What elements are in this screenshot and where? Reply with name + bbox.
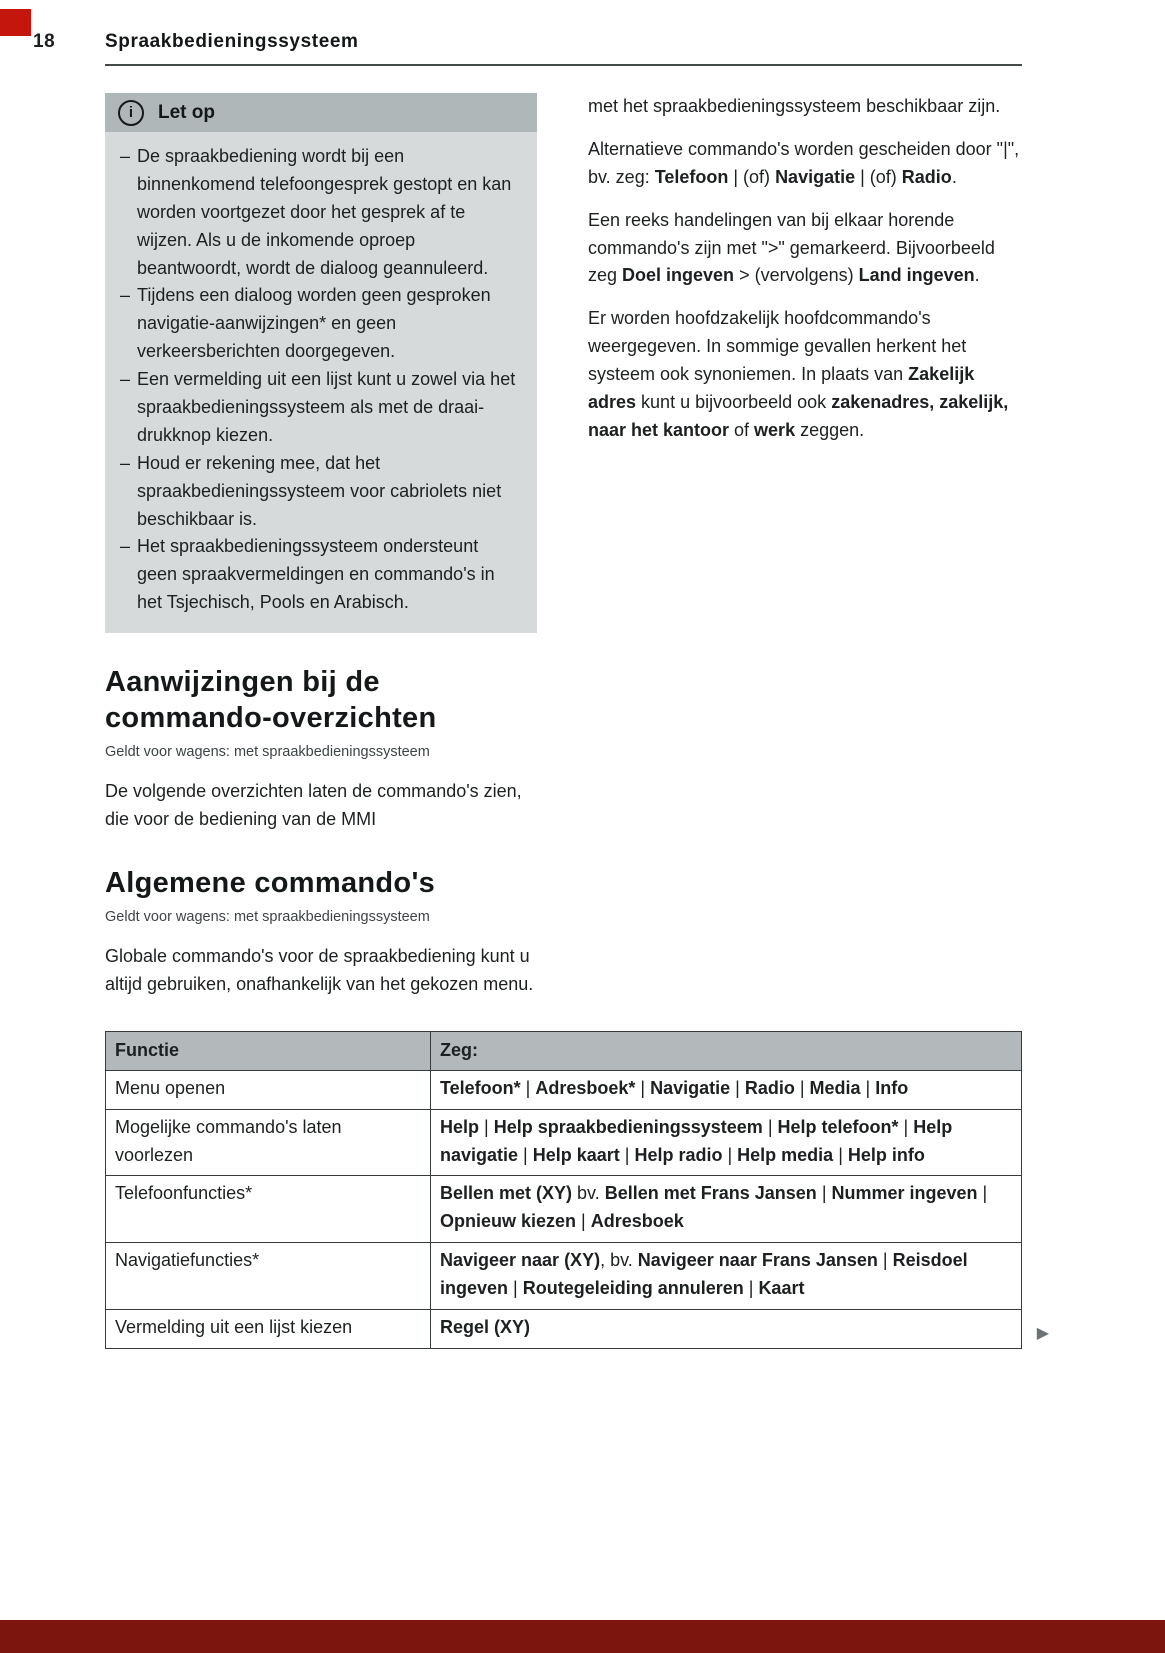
table-header-zeg: Zeg:: [431, 1031, 1022, 1070]
note-box-title: Let op: [158, 101, 215, 123]
page-number: 18: [33, 31, 56, 52]
table-row: [106, 1176, 1022, 1243]
table-header-functie: Functie: [106, 1031, 431, 1070]
functie-cell: Navigatiefuncties*: [106, 1243, 431, 1310]
note-item: – Het spraakbedieningssysteem ondersteunt geen spraakvermeldingen en commando's in het Tsjechisch, Pools en Arabisch.: [120, 533, 523, 617]
paragraph: Alternatieve commando's worden gescheiden door "|", bv. zeg: Telefoon | (of) Navigatie | (of) Radio.: [588, 138, 1020, 187]
left-column: [105, 93, 537, 1013]
functie-cell: Mogelijke commando's laten voorlezen: [106, 1109, 431, 1176]
note-box-header: [105, 93, 537, 132]
right-column: [588, 93, 1022, 460]
table-row: [106, 1243, 1022, 1310]
note-item: – Houd er rekening mee, dat het spraakbedieningssysteem voor cabriolets niet beschikbaar is.: [120, 450, 523, 534]
zeg-cell: Telefoon* | Adresboek* | Navigatie | Radio | Media | Info: [431, 1070, 1022, 1109]
chapter-title: Spraakbedieningssysteem: [105, 31, 359, 52]
corner-accent: [0, 9, 31, 36]
section-paragraph: De volgende overzichten laten de commando's zien, die voor de bediening van de MMI: [105, 780, 522, 829]
zeg-cell: Regel (XY): [431, 1309, 1022, 1348]
commands-table: [105, 1031, 1022, 1349]
table-header-row: [106, 1031, 1022, 1070]
footer-bar: [0, 1620, 1165, 1653]
note-box: [105, 93, 537, 633]
applies-note: Geldt voor wagens: met spraakbedieningssysteem: [105, 909, 430, 926]
zeg-cell: Bellen met (XY) bv. Bellen met Frans Jansen | Nummer ingeven | Opnieuw kiezen | Adresboek: [431, 1176, 1022, 1243]
zeg-cell: Navigeer naar (XY), bv. Navigeer naar Frans Jansen | Reisdoel ingeven | Routegeleiding annuleren | Kaart: [431, 1243, 1022, 1310]
applies-note: Geldt voor wagens: met spraakbedieningssysteem: [105, 743, 430, 760]
page-header: [33, 30, 1022, 55]
commands-table-wrap: [105, 1031, 1049, 1349]
paragraph: Er worden hoofdzakelijk hoofdcommando's weergegeven. In sommige gevallen herkent het systeem ook synoniemen. In plaats van Zakelijk adres kunt u bijvoorbeeld ook zakenadres, zakelijk, naar het kantoor of werk zeggen.: [588, 308, 1009, 440]
note-item: – Een vermelding uit een lijst kunt u zowel via het spraakbedieningssysteem als met de draai-drukknop kiezen.: [120, 366, 523, 450]
section-heading-aanwijzingen: Aanwijzingen bij de commando-overzichten: [105, 666, 437, 734]
functie-cell: Telefoonfuncties*: [106, 1176, 431, 1243]
table-row: [106, 1109, 1022, 1176]
paragraph: met het spraakbedieningssysteem beschikbaar zijn.: [588, 96, 1001, 116]
note-item: – De spraakbediening wordt bij een binnenkomend telefoongesprek gestopt en kan worden voortgezet door het gesprek af te wijzen. Als u de inkomende oproep beantwoordt, wordt de dialoog geannuleerd.: [120, 143, 523, 282]
continuation-arrow-icon: ▶: [1036, 1324, 1049, 1342]
functie-cell: Menu openen: [106, 1070, 431, 1109]
paragraph: Een reeks handelingen van bij elkaar horende commando's zijn met ">" gemarkeerd. Bijvoorbeeld zeg Doel ingeven > (vervolgens) Land ingeven.: [588, 209, 995, 286]
section-paragraph: Globale commando's voor de spraakbediening kunt u altijd gebruiken, onafhankelijk van het gekozen menu.: [105, 946, 534, 994]
two-column-layout: [105, 93, 1022, 1013]
note-item: – Tijdens een dialoog worden geen gesproken navigatie-aanwijzingen* en geen verkeersberichten doorgegeven.: [120, 282, 523, 366]
functie-cell: Vermelding uit een lijst kiezen: [106, 1309, 431, 1348]
info-icon: i: [118, 100, 144, 126]
table-row: [106, 1309, 1022, 1348]
note-box-body: [105, 132, 537, 633]
page-content: [33, 30, 1049, 1349]
table-row: [106, 1070, 1022, 1109]
zeg-cell: Help | Help spraakbedieningssysteem | Help telefoon* | Help navigatie | Help kaart | Help radio | Help media | Help info: [431, 1109, 1022, 1176]
section-heading-algemene: Algemene commando's: [105, 866, 436, 899]
header-rule: [105, 64, 1022, 66]
